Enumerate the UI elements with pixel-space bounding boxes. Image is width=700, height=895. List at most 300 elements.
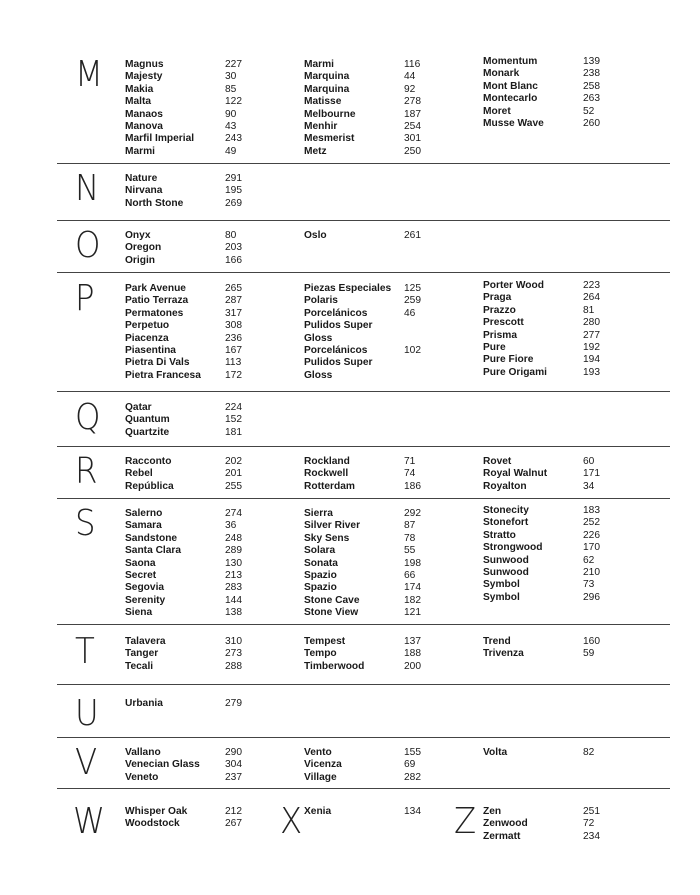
entry-page-number: 248 — [225, 532, 242, 544]
entry-name: Prazzo — [483, 304, 516, 316]
entry-page-number: 182 — [404, 594, 421, 606]
index-entry — [125, 427, 300, 439]
index-entry — [125, 96, 300, 108]
index-entry — [304, 320, 479, 332]
index-entry — [304, 570, 479, 582]
section-divider — [57, 272, 670, 273]
index-entry — [304, 71, 479, 83]
entry-name: Samara — [125, 520, 162, 532]
entry-page-number: 139 — [583, 56, 600, 67]
index-column — [304, 747, 479, 784]
entry-page-number: 264 — [583, 292, 600, 304]
index-entry — [125, 595, 300, 607]
section-letter: T — [75, 631, 95, 672]
entry-name: Metz — [304, 145, 327, 157]
index-entry — [304, 545, 479, 557]
entry-name: Porter Wood — [483, 280, 544, 291]
entry-name: Gloss — [304, 332, 333, 344]
entry-page-number: 258 — [583, 80, 600, 92]
index-column — [483, 505, 658, 604]
index-entry — [304, 636, 479, 648]
entry-name: Rockland — [304, 456, 350, 467]
entry-page-number: 134 — [404, 806, 421, 817]
entry-page-number: 187 — [404, 108, 421, 120]
section-letter: N — [75, 168, 100, 209]
entry-page-number: 193 — [583, 366, 600, 378]
index-entry — [125, 468, 300, 480]
index-entry — [483, 530, 658, 542]
index-entry — [304, 109, 479, 121]
index-entry — [125, 818, 300, 830]
entry-page-number: 186 — [404, 480, 421, 492]
index-entry — [483, 505, 658, 517]
entry-name: Polaris — [304, 295, 338, 307]
entry-name: Serenity — [125, 594, 166, 606]
entry-name: Woodstock — [125, 818, 180, 830]
entry-name: Marquina — [304, 71, 350, 83]
index-entry — [125, 242, 300, 254]
index-entry — [125, 84, 300, 96]
index-column — [125, 173, 300, 210]
entry-page-number: 226 — [583, 529, 600, 541]
index-entry — [304, 806, 479, 818]
entry-name: Symbol — [483, 579, 520, 591]
entry-page-number: 30 — [225, 71, 237, 83]
index-entry — [125, 357, 300, 369]
entry-page-number: 60 — [583, 456, 595, 467]
entry-page-number: 250 — [404, 145, 421, 157]
entry-name: Venecian Glass — [125, 759, 200, 771]
section-letter: S — [75, 503, 96, 544]
entry-page-number: 43 — [225, 120, 237, 132]
section-divider — [57, 446, 670, 447]
entry-name: Pulidos Super — [304, 320, 373, 332]
index-entry — [483, 456, 658, 468]
entry-name: Talavera — [125, 636, 166, 647]
entry-page-number: 254 — [404, 120, 421, 132]
entry-name: Xenia — [304, 806, 332, 817]
entry-name: Magnus — [125, 59, 164, 70]
index-entry — [304, 370, 479, 382]
entry-name: Racconto — [125, 456, 172, 467]
index-entry — [304, 607, 479, 619]
index-entry — [304, 759, 479, 771]
entry-name: Stone Cave — [304, 594, 360, 606]
index-entry — [125, 295, 300, 307]
entry-name: Mont Blanc — [483, 80, 538, 92]
index-entry — [483, 818, 658, 830]
index-entry — [125, 570, 300, 582]
index-entry — [483, 305, 658, 317]
index-entry — [304, 96, 479, 108]
entry-page-number: 73 — [583, 579, 595, 591]
entry-page-number: 282 — [404, 771, 421, 783]
entry-page-number: 308 — [225, 320, 242, 332]
index-entry — [125, 414, 300, 426]
section-divider — [57, 624, 670, 625]
index-entry — [483, 106, 658, 118]
index-entry — [483, 567, 658, 579]
section-divider — [57, 220, 670, 221]
entry-name: Praga — [483, 292, 512, 304]
entry-name: Strongwood — [483, 542, 543, 554]
entry-page-number: 181 — [225, 426, 242, 438]
entry-name: Porcelánicos — [304, 344, 368, 356]
entry-page-number: 234 — [583, 830, 600, 842]
index-entry — [125, 456, 300, 468]
entry-name: Sierra — [304, 508, 333, 519]
entry-name: North Stone — [125, 197, 184, 209]
entry-name: Majesty — [125, 71, 163, 83]
entry-name: Pure Fiore — [483, 354, 534, 366]
entry-page-number: 174 — [404, 582, 421, 594]
entry-page-number: 265 — [225, 283, 242, 294]
entry-name: Perpetuo — [125, 320, 170, 332]
entry-page-number: 283 — [225, 582, 242, 594]
entry-name: Melbourne — [304, 108, 356, 120]
entry-name: Pietra Francesa — [125, 369, 201, 381]
entry-name: Porcelánicos — [304, 307, 368, 319]
index-column — [304, 636, 479, 673]
index-entry — [483, 555, 658, 567]
index-entry — [304, 133, 479, 145]
index-entry — [125, 109, 300, 121]
entry-name: Mesmerist — [304, 133, 355, 145]
entry-name: Manova — [125, 120, 163, 132]
section-letter: Q — [75, 397, 101, 438]
entry-page-number: 87 — [404, 520, 416, 532]
index-entry — [125, 185, 300, 197]
entry-page-number: 223 — [583, 280, 600, 291]
index-entry — [304, 582, 479, 594]
entry-name: Sonata — [304, 557, 338, 569]
index-entry — [125, 230, 300, 242]
index-entry — [125, 582, 300, 594]
index-entry — [125, 320, 300, 332]
index-column — [304, 806, 479, 818]
entry-page-number: 289 — [225, 545, 242, 557]
index-column — [483, 456, 658, 493]
section-letter: O — [75, 225, 101, 266]
entry-name: Royalton — [483, 480, 527, 492]
entry-name: Spazio — [304, 582, 337, 594]
entry-page-number: 287 — [225, 295, 242, 307]
entry-page-number: 116 — [404, 59, 421, 70]
entry-name: Rockwell — [304, 468, 349, 480]
entry-page-number: 194 — [583, 354, 600, 366]
index-entry — [125, 661, 300, 673]
entry-name: Silver River — [304, 520, 361, 532]
entry-name: Tecali — [125, 660, 154, 672]
section-letter: X — [280, 801, 303, 842]
entry-page-number: 166 — [225, 254, 242, 266]
index-entry — [304, 747, 479, 759]
entry-page-number: 280 — [583, 317, 600, 329]
entry-name: Pietra Di Vals — [125, 357, 190, 369]
section-divider — [57, 788, 670, 789]
index-entry — [483, 81, 658, 93]
entry-name: Musse Wave — [483, 117, 544, 129]
index-entry — [125, 636, 300, 648]
index-column — [483, 280, 658, 379]
entry-name: Trivenza — [483, 648, 524, 660]
index-entry — [483, 542, 658, 554]
section-letter: V — [75, 742, 98, 783]
index-entry — [304, 121, 479, 133]
index-entry — [125, 698, 300, 710]
entry-name: Tanger — [125, 648, 159, 660]
index-entry — [483, 93, 658, 105]
entry-page-number: 212 — [225, 806, 242, 817]
entry-page-number: 263 — [583, 93, 600, 105]
entry-page-number: 82 — [583, 747, 595, 758]
entry-name: Stonefort — [483, 517, 529, 529]
entry-page-number: 200 — [404, 660, 421, 672]
entry-page-number: 78 — [404, 532, 416, 544]
entry-page-number: 113 — [225, 357, 242, 369]
entry-name: Marquina — [304, 83, 350, 95]
entry-name: Prescott — [483, 317, 524, 329]
entry-name: Moret — [483, 105, 511, 117]
entry-page-number: 259 — [404, 295, 421, 307]
entry-name: Rotterdam — [304, 480, 355, 492]
index-entry — [125, 283, 300, 295]
index-entry — [125, 648, 300, 660]
index-column — [483, 636, 658, 661]
index-entry — [304, 520, 479, 532]
index-entry — [483, 118, 658, 130]
index-entry — [483, 342, 658, 354]
entry-page-number: 274 — [225, 508, 242, 519]
index-entry — [304, 295, 479, 307]
entry-page-number: 90 — [225, 108, 237, 120]
index-entry — [125, 607, 300, 619]
index-entry — [483, 579, 658, 591]
index-column — [304, 283, 479, 382]
index-entry — [483, 317, 658, 329]
entry-page-number: 62 — [583, 554, 595, 566]
entry-page-number: 288 — [225, 660, 242, 672]
index-entry — [125, 402, 300, 414]
entry-page-number: 92 — [404, 83, 416, 95]
index-entry — [483, 517, 658, 529]
index-column — [304, 508, 479, 620]
index-column — [483, 747, 658, 759]
entry-name: Vallano — [125, 747, 161, 758]
entry-name: Oslo — [304, 230, 327, 241]
entry-page-number: 291 — [225, 173, 242, 184]
section-letter: Z — [454, 801, 477, 842]
index-entry — [483, 56, 658, 68]
index-column — [125, 230, 300, 267]
section-divider — [57, 498, 670, 499]
entry-page-number: 310 — [225, 636, 242, 647]
index-entry — [125, 59, 300, 71]
entry-name: Whisper Oak — [125, 806, 188, 817]
entry-name: Patio Terraza — [125, 295, 189, 307]
entry-name: Timberwood — [304, 660, 365, 672]
entry-page-number: 252 — [583, 517, 600, 529]
entry-name: Spazio — [304, 569, 337, 581]
index-entry — [125, 308, 300, 320]
entry-name: Monark — [483, 68, 520, 80]
index-column — [125, 59, 300, 158]
entry-page-number: 210 — [583, 566, 600, 578]
section-divider — [57, 391, 670, 392]
entry-page-number: 36 — [225, 520, 237, 532]
entry-name: Santa Clara — [125, 545, 182, 557]
index-column — [125, 283, 300, 382]
entry-page-number: 273 — [225, 648, 242, 660]
entry-page-number: 46 — [404, 307, 416, 319]
index-column — [125, 806, 300, 831]
entry-page-number: 34 — [583, 480, 595, 492]
index-entry — [304, 468, 479, 480]
section-letter: R — [75, 451, 98, 492]
section-letter: M — [75, 54, 103, 95]
section-divider — [57, 163, 670, 164]
entry-page-number: 144 — [225, 594, 242, 606]
entry-name: Marmi — [304, 59, 335, 70]
entry-page-number: 152 — [225, 414, 242, 426]
entry-page-number: 277 — [583, 329, 600, 341]
entry-page-number: 125 — [404, 283, 421, 294]
entry-page-number: 195 — [225, 185, 242, 197]
entry-page-number: 52 — [583, 105, 595, 117]
entry-page-number: 292 — [404, 508, 421, 519]
entry-name: Siena — [125, 607, 153, 619]
entry-name: Park Avenue — [125, 283, 186, 294]
index-entry — [304, 146, 479, 158]
index-entry — [304, 59, 479, 71]
index-entry — [125, 520, 300, 532]
entry-name: Sunwood — [483, 566, 529, 578]
index-entry — [304, 595, 479, 607]
index-entry — [125, 747, 300, 759]
index-entry — [304, 508, 479, 520]
index-entry — [483, 831, 658, 843]
index-column — [483, 56, 658, 130]
entry-name: Vicenza — [304, 759, 342, 771]
entry-name: Makia — [125, 83, 154, 95]
entry-name: Zen — [483, 806, 502, 817]
index-entry — [483, 636, 658, 648]
entry-page-number: 237 — [225, 771, 242, 783]
entry-page-number: 227 — [225, 59, 242, 70]
entry-page-number: 80 — [225, 230, 237, 241]
entry-name: Secret — [125, 569, 157, 581]
index-entry — [304, 558, 479, 570]
index-entry — [304, 648, 479, 660]
entry-name: Qatar — [125, 402, 152, 413]
index-entry — [304, 772, 479, 784]
index-entry — [304, 84, 479, 96]
entry-page-number: 261 — [404, 230, 421, 241]
entry-name: Tempest — [304, 636, 346, 647]
index-column — [483, 806, 658, 843]
entry-page-number: 255 — [225, 480, 242, 492]
index-column — [304, 456, 479, 493]
index-entry — [125, 121, 300, 133]
index-entry — [125, 333, 300, 345]
entry-name: Manaos — [125, 108, 163, 120]
index-column — [125, 508, 300, 620]
entry-page-number: 171 — [583, 468, 600, 480]
entry-page-number: 172 — [225, 369, 242, 381]
entry-page-number: 301 — [404, 133, 421, 145]
index-entry — [483, 354, 658, 366]
index-entry — [483, 367, 658, 379]
entry-page-number: 188 — [404, 648, 421, 660]
entry-page-number: 279 — [225, 698, 242, 709]
index-column — [304, 230, 479, 242]
entry-name: Symbol — [483, 591, 520, 603]
entry-page-number: 138 — [225, 607, 242, 619]
entry-name: Stonecity — [483, 505, 529, 516]
entry-name: Royal Walnut — [483, 468, 548, 480]
entry-name: Rovet — [483, 456, 512, 467]
entry-name: Piasentina — [125, 344, 176, 356]
entry-name: Urbania — [125, 698, 163, 709]
index-column — [125, 636, 300, 673]
index-entry — [483, 330, 658, 342]
index-entry — [483, 648, 658, 660]
entry-name: Saona — [125, 557, 156, 569]
entry-name: Village — [304, 771, 337, 783]
index-entry — [125, 370, 300, 382]
entry-page-number: 44 — [404, 71, 416, 83]
index-entry — [304, 357, 479, 369]
entry-name: Marfil Imperial — [125, 133, 195, 145]
entry-name: Origin — [125, 254, 155, 266]
entry-page-number: 290 — [225, 747, 242, 758]
index-entry — [125, 508, 300, 520]
index-entry — [483, 806, 658, 818]
entry-page-number: 317 — [225, 307, 242, 319]
section-letter: P — [75, 278, 95, 319]
index-entry — [304, 456, 479, 468]
entry-page-number: 160 — [583, 636, 600, 647]
entry-name: Solara — [304, 545, 336, 557]
index-entry — [483, 68, 658, 80]
entry-page-number: 74 — [404, 468, 416, 480]
index-entry — [125, 255, 300, 267]
index-column — [125, 747, 300, 784]
entry-name: Volta — [483, 747, 508, 758]
entry-name: Pure — [483, 341, 506, 353]
entry-name: Sunwood — [483, 554, 529, 566]
index-entry — [304, 481, 479, 493]
entry-page-number: 71 — [404, 456, 416, 467]
entry-page-number: 267 — [225, 818, 242, 830]
index-entry — [125, 481, 300, 493]
entry-page-number: 251 — [583, 806, 600, 817]
index-column — [125, 456, 300, 493]
index-entry — [304, 333, 479, 345]
index-entry — [304, 308, 479, 320]
index-entry — [304, 230, 479, 242]
entry-name: Permatones — [125, 307, 184, 319]
entry-page-number: 224 — [225, 402, 242, 413]
entry-name: Marmi — [125, 145, 156, 157]
index-entry — [125, 345, 300, 357]
entry-page-number: 198 — [404, 557, 421, 569]
entry-name: Zenwood — [483, 818, 528, 830]
index-entry — [483, 292, 658, 304]
entry-name: Prisma — [483, 329, 517, 341]
entry-name: Pure Origami — [483, 366, 547, 378]
entry-page-number: 260 — [583, 117, 600, 129]
